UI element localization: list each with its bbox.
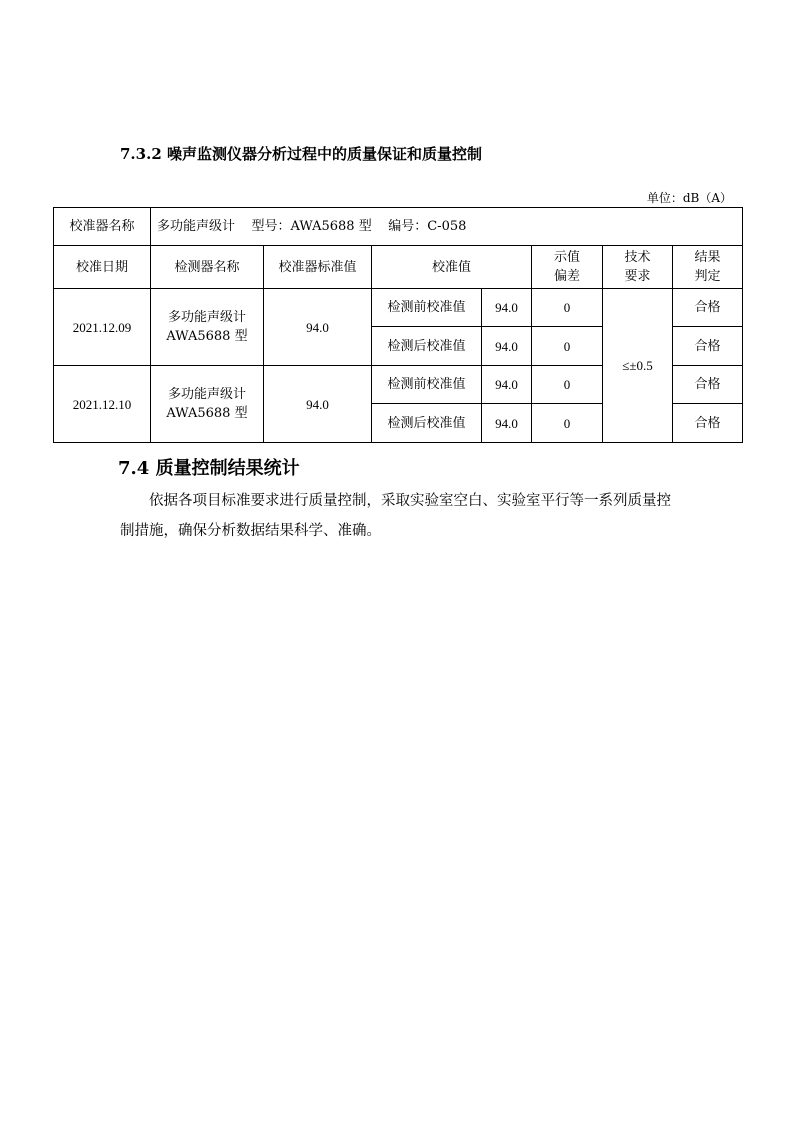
deviation-cell: 0 bbox=[532, 404, 603, 443]
instrument-model: AWA5688 型 bbox=[166, 406, 248, 421]
standard-value-cell: 94.0 bbox=[264, 289, 372, 366]
header-requirement-line1: 技术 bbox=[624, 250, 651, 265]
date-cell: 2021.12.09 bbox=[54, 289, 151, 366]
instrument-cell bbox=[151, 366, 264, 443]
header-deviation-line1: 示值 bbox=[553, 250, 580, 265]
result-cell: 合格 bbox=[673, 404, 743, 443]
cal-value-cell: 94.0 bbox=[482, 366, 532, 404]
deviation-cell: 0 bbox=[532, 289, 603, 327]
header-instrument: 检测器名称 bbox=[151, 246, 264, 289]
header-requirement bbox=[603, 246, 673, 289]
calibrator-info: 多功能声级计 型号：AWA5688 型 编号：C-058 bbox=[151, 208, 743, 246]
cal-label-cell: 检测前校准值 bbox=[372, 289, 482, 327]
deviation-cell: 0 bbox=[532, 327, 603, 366]
header-requirement-line2: 要求 bbox=[624, 269, 651, 284]
header-result-line1: 结果 bbox=[694, 250, 721, 265]
unit-label: 单位：dB（A） bbox=[646, 191, 732, 205]
header-standard: 校准器标准值 bbox=[264, 246, 372, 289]
instrument-name: 多功能声级计 bbox=[167, 387, 246, 402]
instrument-info-row bbox=[54, 208, 743, 246]
cal-value-cell: 94.0 bbox=[482, 404, 532, 443]
deviation-cell: 0 bbox=[532, 366, 603, 404]
date-cell: 2021.12.10 bbox=[54, 366, 151, 443]
header-date: 校准日期 bbox=[54, 246, 151, 289]
cal-value-cell: 94.0 bbox=[482, 289, 532, 327]
header-result bbox=[673, 246, 743, 289]
result-cell: 合格 bbox=[673, 327, 743, 366]
cal-label-cell: 检测前校准值 bbox=[372, 366, 482, 404]
section-7-4-heading: 7.4 质量控制结果统计 bbox=[118, 458, 300, 479]
header-cal-value: 校准值 bbox=[372, 246, 532, 289]
header-deviation bbox=[532, 246, 603, 289]
instrument-name: 多功能声级计 bbox=[167, 310, 246, 325]
header-deviation-line2: 偏差 bbox=[553, 269, 580, 284]
cal-value-cell: 94.0 bbox=[482, 327, 532, 366]
result-cell: 合格 bbox=[673, 366, 743, 404]
calibrator-name-label: 校准器名称 bbox=[54, 208, 151, 246]
instrument-cell bbox=[151, 289, 264, 366]
cal-label-cell: 检测后校准值 bbox=[372, 404, 482, 443]
requirement-cell: ≤±0.5 bbox=[603, 289, 673, 443]
section-7-3-2-heading: 7.3.2 噪声监测仪器分析过程中的质量保证和质量控制 bbox=[120, 145, 482, 163]
table-row bbox=[54, 289, 743, 327]
standard-value-cell: 94.0 bbox=[264, 366, 372, 443]
calibration-table bbox=[53, 207, 743, 443]
result-cell: 合格 bbox=[673, 289, 743, 327]
instrument-model: AWA5688 型 bbox=[166, 329, 248, 344]
section-7-4-paragraph: 依据各项目标准要求进行质量控制，采取实验室空白、实验室平行等一系列质量控制措施，确保分析数据结果科学、准确。 bbox=[120, 493, 671, 539]
cal-label-cell: 检测后校准值 bbox=[372, 327, 482, 366]
table-header-row bbox=[54, 246, 743, 289]
header-result-line2: 判定 bbox=[694, 269, 721, 284]
